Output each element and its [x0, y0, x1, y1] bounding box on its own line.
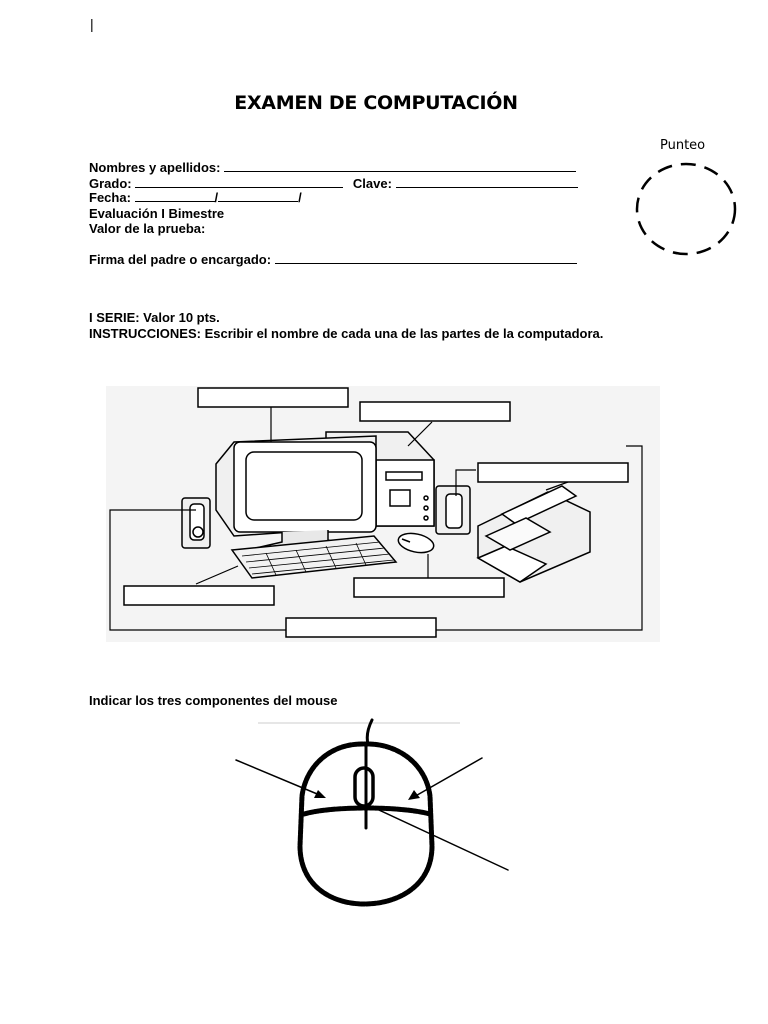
- grade-label: Grado:: [89, 176, 132, 191]
- name-label: Nombres y apellidos:: [89, 160, 221, 175]
- answer-box-printer[interactable]: [478, 463, 630, 484]
- series1-instructions: [89, 326, 661, 342]
- signature-blank[interactable]: [275, 252, 577, 264]
- instructions-label: INSTRUCCIONES:: [89, 326, 201, 341]
- signature-label: Firma del padre o encargado:: [89, 252, 272, 267]
- answer-box-monitor[interactable]: [198, 388, 350, 409]
- series1-heading: I SERIE: Valor 10 pts.: [89, 310, 220, 325]
- evaluation-text: Evaluación I Bimestre: [89, 206, 225, 221]
- date-separator: /: [214, 190, 219, 205]
- name-blank[interactable]: [224, 160, 576, 172]
- answer-box-speakers[interactable]: [286, 618, 438, 639]
- name-field[interactable]: [89, 160, 576, 176]
- mouse-illustration: [228, 718, 528, 918]
- signature-field: [89, 252, 577, 268]
- key-label: Clave:: [352, 176, 392, 191]
- answer-box-mouse[interactable]: [354, 578, 506, 599]
- grade-blank[interactable]: [135, 176, 343, 188]
- test-value-text: Valor de la prueba:: [89, 221, 206, 236]
- date-day-blank[interactable]: [135, 190, 215, 202]
- text-cursor-mark: |: [90, 16, 94, 32]
- page-title: EXAMEN DE COMPUTACIÓN: [234, 92, 518, 114]
- score-circle: [634, 160, 738, 258]
- date-label: Fecha:: [89, 190, 131, 205]
- answer-box-keyboard[interactable]: [124, 586, 276, 607]
- instructions-text: Escribir el nombre de cada una de las partes de la computadora.: [204, 326, 604, 341]
- date-month-blank[interactable]: [218, 190, 298, 202]
- date-field: [89, 190, 302, 206]
- date-separator: /: [298, 190, 302, 205]
- series2-instructions: Indicar los tres componentes del mouse: [89, 693, 338, 708]
- score-label: Punteo: [660, 138, 706, 153]
- answer-box-cpu[interactable]: [360, 402, 512, 423]
- key-blank[interactable]: [396, 176, 578, 188]
